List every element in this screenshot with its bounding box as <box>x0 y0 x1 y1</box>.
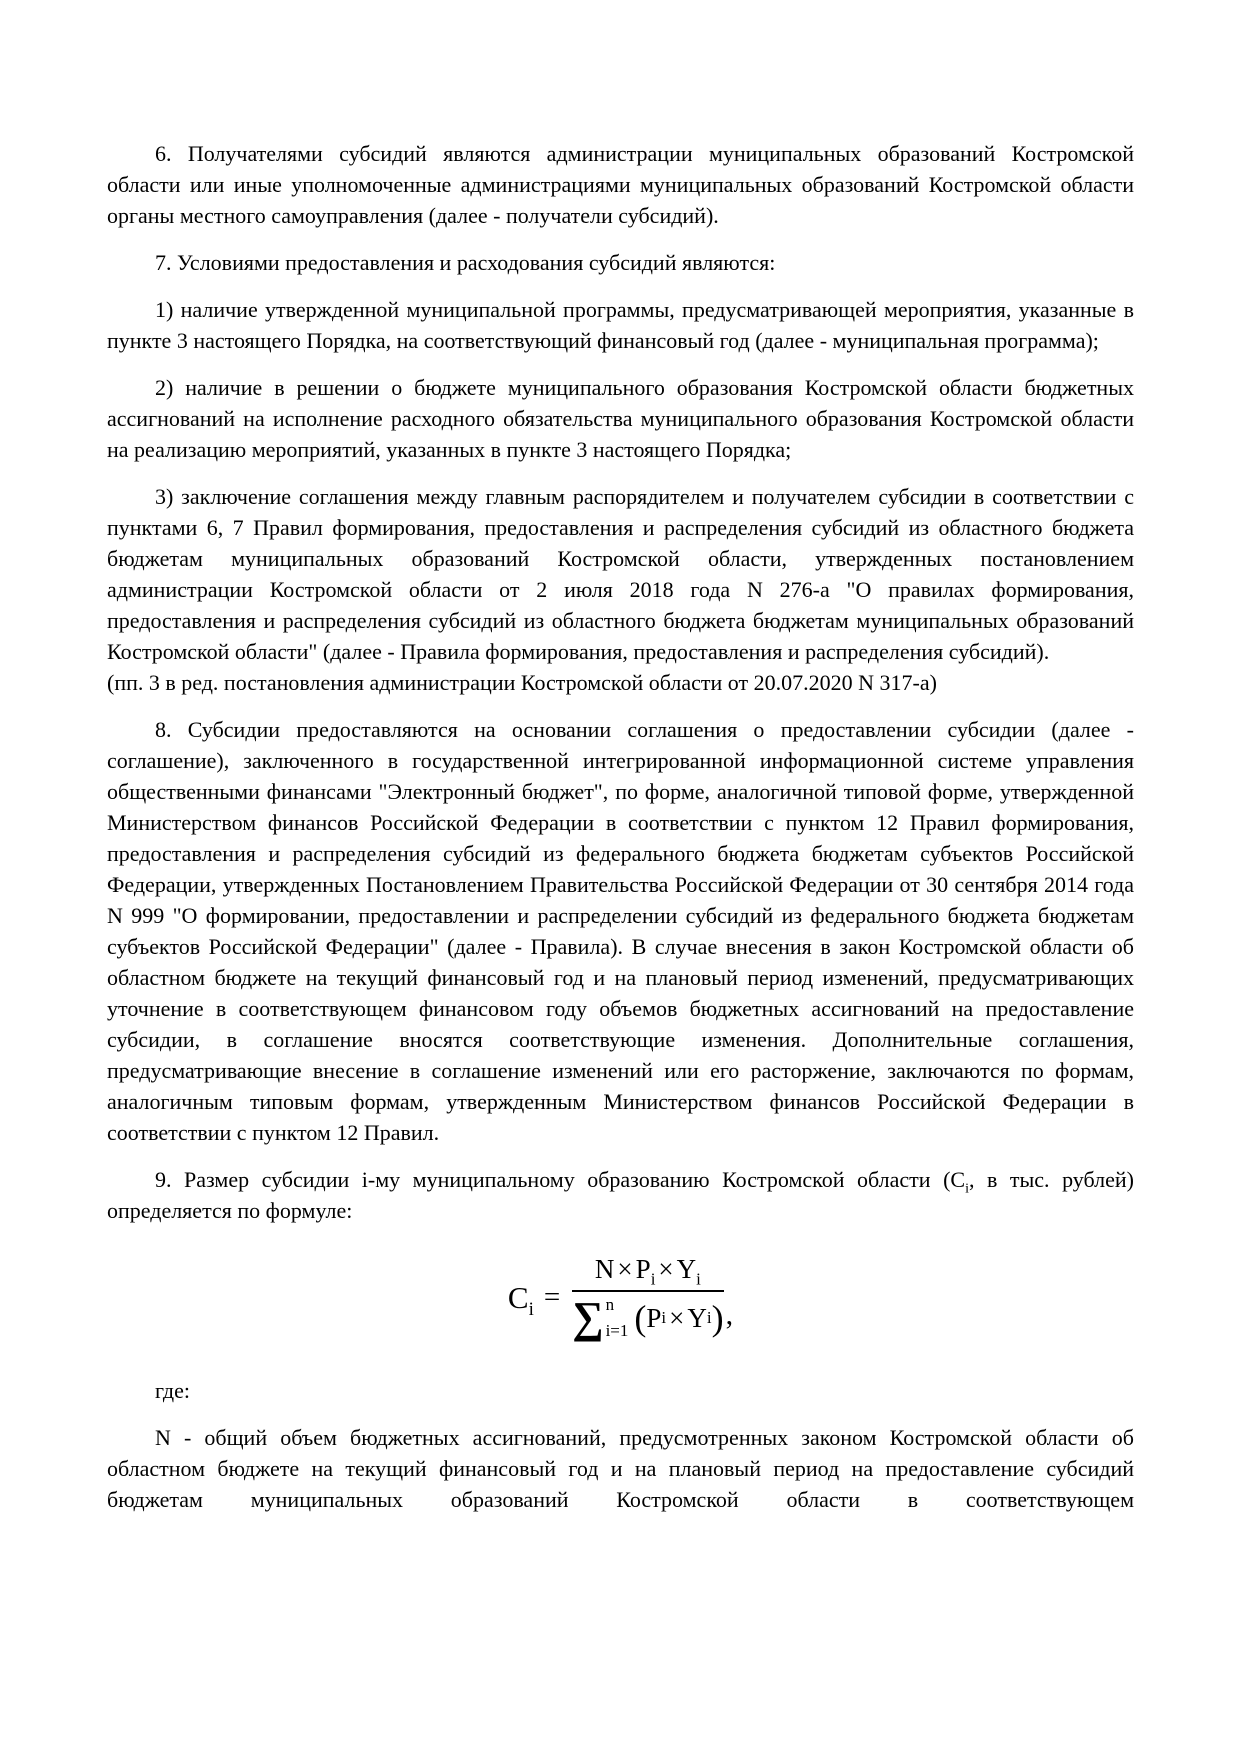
denominator-close-paren: ) <box>711 1298 724 1338</box>
sum-sign: ∑ <box>572 1293 604 1342</box>
paragraph-9 <box>107 1164 1134 1226</box>
numerator-n: N <box>594 1254 615 1284</box>
formula-fraction <box>572 1254 723 1341</box>
paragraph-8: 8. Субсидии предоставляются на основании соглашения о предоставлении субсидии (далее - соглашение), заключенного в государственной интегрированной информационной системе управления общественными финансами "Электронный бюджет", по форме, аналогичной типовой форме, утвержденной Министерством финансов Российской Федерации в соответствии с пунктом 12 Правил формирования, предоставления и распределения субсидий из федерального бюджета бюджетам субъектов Российской Федерации, утвержденных Постановлением Правительства Российской Федерации от 30 сентября 2014 года N 999 "О формировании, предоставлении и распределении субсидий из федерального бюджета бюджетам субъектов Российской Федерации" (далее - Правила). В случае внесения в закон Костромской области об областном бюджете на текущий финансовый год и на плановый период изменений, предусматривающих уточнение в соответствующем финансовом году объемов бюджетных ассигнований на предоставление субсидии, в соглашение вносятся соответствующие изменения. Дополнительные соглашения, предусматривающие внесение в соглашение изменений или его расторжение, заключаются по формам, аналогичным типовым формам, утвержденным Министерством финансов Российской Федерации в соответствии с пунктом 12 Правил. <box>107 717 1134 1145</box>
denominator-y: Y <box>687 1302 707 1333</box>
formula-equals-sign: = <box>543 1281 561 1313</box>
paragraph-9-text-after-subscript: , в тыс. рублей) определяется по формуле: <box>107 1167 1134 1223</box>
document-body <box>107 138 1134 1515</box>
subsidy-formula <box>508 1254 733 1341</box>
formula-result-subscript: i <box>528 1298 534 1320</box>
condition-item-1: 1) наличие утвержденной муниципальной программы, предусматривающей мероприятия, указанные в пункте 3 настоящего Порядка, на соответствующий финансовый год (далее - муниципальная программа); <box>107 297 1134 353</box>
subsidy-formula-block <box>107 1254 1134 1341</box>
formula-result-letter: C <box>507 1279 529 1315</box>
formula-trailing-comma: , <box>725 1297 734 1331</box>
formula-numerator <box>585 1254 711 1290</box>
formula-denominator: ∑ n i=1 ( P i × Y i ) <box>572 1290 723 1341</box>
n-variable-definition: N - общий объем бюджетных ассигнований, предусмотренных законом Костромской области об областном бюджете на текущий финансовый год и на плановый период на предоставление субсидий бюджетам муниципальных образований Костромской области в соответствующем <box>107 1425 1134 1512</box>
numerator-p: P <box>635 1254 651 1284</box>
formula-result-variable <box>507 1279 534 1320</box>
denominator-times-sign: × <box>669 1302 685 1333</box>
sum-limits <box>606 1295 629 1341</box>
denominator-p: P <box>646 1302 662 1333</box>
condition-item-3: 3) заключение соглашения между главным распорядителем и получателем субсидии в соответствии с пунктами 6, 7 Правил формирования, предоставления и распределения субсидий из областного бюджета бюджетам муниципальных образований Костромской области, утвержденных постановлением администрации Костромской области от 2 июля 2018 года N 276-а "О правилах формирования, предоставления и распределения субсидий из областного бюджета бюджетам муниципальных образований Костромской области" (далее - Правила формирования, предоставления и распределения субсидий). <box>107 484 1134 664</box>
paragraph-7: 7. Условиями предоставления и расходования субсидий являются: <box>155 250 776 275</box>
numerator-times-sign: × <box>617 1254 633 1284</box>
numerator-y: Y <box>676 1254 697 1284</box>
numerator-times-sign-2: × <box>658 1254 674 1284</box>
denominator-open-paren: ( <box>634 1298 647 1338</box>
condition-item-2: 2) наличие в решении о бюджете муниципального образования Костромской области бюджетных ассигнований на исполнение расходного обязательства муниципального образования Костромской области на реализацию мероприятий, указанных в пункте 3 настоящего Порядка; <box>107 375 1134 462</box>
sum-lower-limit: i=1 <box>605 1321 629 1340</box>
condition-item-3-amendment-note: (пп. 3 в ред. постановления администрации Костромской области от 20.07.2020 N 317-а) <box>107 670 937 695</box>
numerator-y-subscript: i <box>696 1269 701 1289</box>
paragraph-9-text-before-subscript: 9. Размер субсидии i-му муниципальному образованию Костромской области (C <box>155 1167 966 1192</box>
numerator-p-subscript: i <box>650 1269 656 1289</box>
paragraph-6: 6. Получателями субсидий являются администрации муниципальных образований Костромской области или иные уполномоченные администрациями муниципальных образований Костромской области органы местного самоуправления (далее - получатели субсидий). <box>107 141 1134 228</box>
paragraph-9-subscript-i: i <box>965 1181 969 1197</box>
sum-upper-limit: n <box>605 1295 615 1314</box>
where-label: где: <box>155 1378 190 1403</box>
